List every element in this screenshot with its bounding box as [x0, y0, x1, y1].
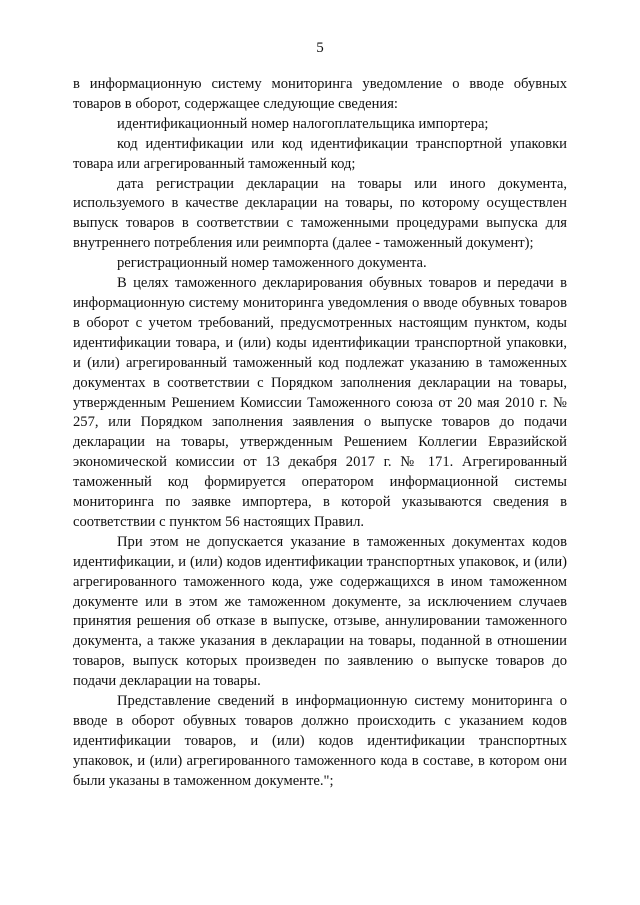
list-item-inn: идентификационный номер налогоплательщика импортера;: [117, 115, 489, 132]
list-item-registration-number: регистрационный номер таможенного документа.: [117, 255, 427, 272]
paragraph-restrictions: При этом не допускается указание в таможенных документах кодов идентификации, и (или) кодов идентификации транспортных упаковок, и (или) агрегированного таможенного кода, уже содержащихся в ином таможенном документе или в этом же таможенном документе, за исключением случаев принятия решения об отказе в выпуске, отзыве, аннулировании таможенного документа, а также указания в декларации на товары, поданной в отношении товаров, выпуск которых произведен по заявлению о выпуске товаров до подачи декларации на товары.: [73, 533, 567, 690]
paragraph-continuation: в информационную систему мониторинга уведомление о вводе обувных товаров в оборот, содержащее следующие сведения:: [73, 76, 567, 112]
paragraph-customs-declaration: В целях таможенного декларирования обувных товаров и передачи в информационную систему мониторинга уведомления о вводе обувных товаров в оборот с учетом требований, предусмотренных настоящим пунктом, коды идентификации товара, и (или) коды идентификации транспортной упаковки, и (или) агрегированный таможенный код подлежат указанию в таможенных документах в соответствии с Порядком заполнения декларации на товары, утвержденным Решением Комиссии Таможенного союза от 20 мая 2010 г. № 257, или Порядком заполнения заявления о выпуске товаров до подачи декларации на товары, утвержденным Решением Коллегии Евразийской экономической комиссии от 13 декабря 2017 г. № 171. Агрегированный таможенный код формируется оператором информационной системы мониторинга по заявке импортера, в которой указываются сведения в соответствии с пунктом 56 настоящих Правил.: [73, 275, 567, 530]
document-body: [73, 75, 567, 792]
list-item-identification-code: код идентификации или код идентификации транспортной упаковки товара или агрегированный таможенный код;: [73, 135, 567, 172]
paragraph-submission: Представление сведений в информационную систему мониторинга о вводе в оборот обувных товаров должно происходить с указанием кодов идентификации товаров, и (или) кодов идентификации транспортных упаковок, и (или) агрегированного таможенного кода в составе, в котором они были указаны в таможенном документе.";: [73, 693, 567, 789]
list-item-declaration-date: дата регистрации декларации на товары или иного документа, используемого в качестве декларации на товары, по которому осуществлен выпуск товаров в соответствии с таможенными процедурами выпуска для внутреннего потребления или реимпорта (далее - таможенный документ);: [73, 175, 567, 252]
page-number: 5: [316, 40, 324, 56]
